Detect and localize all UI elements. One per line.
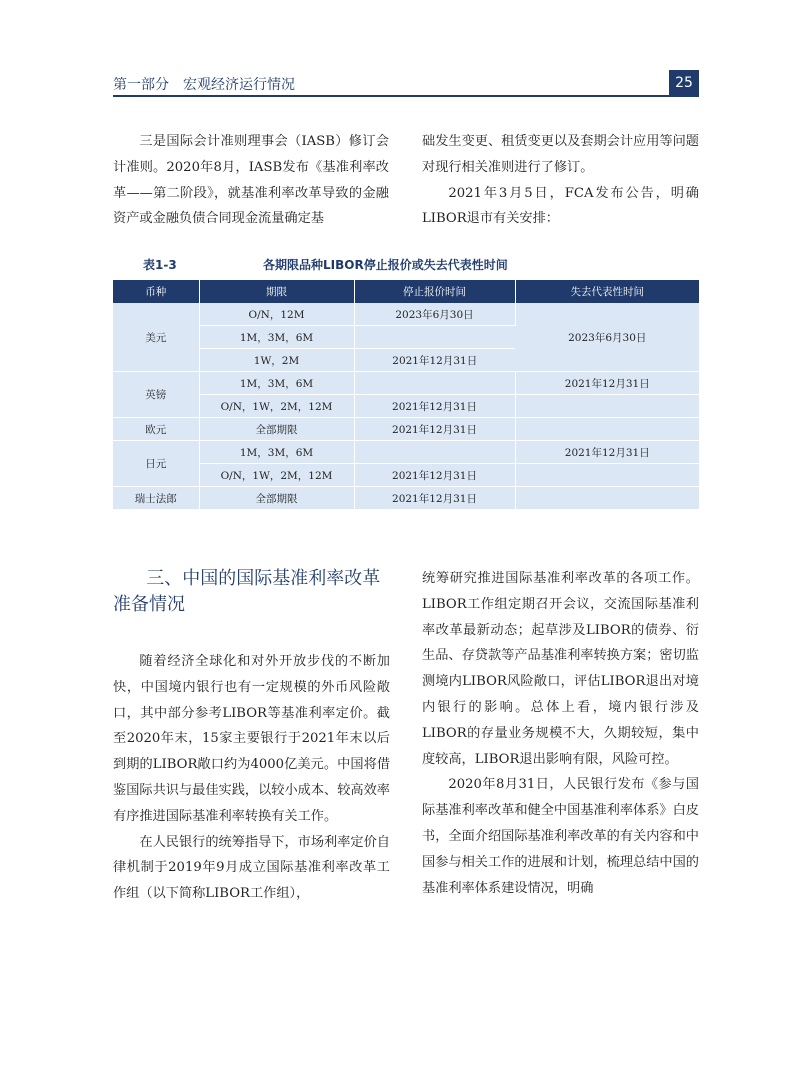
stop-date-cell: 2021年12月31日 (354, 464, 515, 487)
paragraph: 础发生变更、租赁变更以及套期会计应用等问题对现行相关准则进行了修订。 (422, 134, 699, 175)
table-row (113, 303, 699, 326)
term-cell: O/N，1W，2M，12M (199, 464, 354, 487)
term-cell: 1M，3M，6M (199, 326, 354, 349)
header-term: 期限 (199, 280, 354, 303)
page-header (113, 70, 699, 96)
header-currency: 币种 (113, 280, 199, 303)
header-unrepresentative-date: 失去代表性时间 (515, 280, 699, 303)
stop-date-cell: 2023年6月30日 (354, 303, 515, 326)
table-caption (113, 254, 699, 274)
stop-date-cell (354, 372, 515, 395)
term-cell: 1M，3M，6M (199, 372, 354, 395)
table-row (113, 395, 699, 418)
paragraph: 三是国际会计准则理事会（IASB）修订会计准则。2020年8月，IASB发布《基准利率改革——第二阶段》，就基准利率改革导致的金融资产或金融负债合同现金流量确定基 (113, 134, 389, 227)
term-cell: 全部期限 (199, 418, 354, 441)
paragraph: 2020年8月31日，人民银行发布《参与国际基准利率改革和健全中国基准利率体系》白皮书，全面介绍国际基准利率改革的有关内容和中国参与相关工作的进展和计划，梳理总结中国的基准利率体系建设情况，明确 (422, 777, 699, 896)
top-right-column (422, 129, 699, 232)
stop-date-cell: 2021年12月31日 (354, 487, 515, 510)
unrepresentative-date-cell (515, 395, 699, 418)
paragraph: 随着经济全球化和对外开放步伐的不断加快，中国境内银行也有一定规模的外币风险敞口，其中部分参考LIBOR等基准利率定价。截至2020年末，15家主要银行于2021年末以后到期的LIBOR敞口约为4000亿美元。中国将借鉴国际共识与最佳实践，以较小成本、较高效率有序推进国际基准利率转换有关工作。 (113, 654, 390, 824)
table-row (113, 464, 699, 487)
section-heading: 三、中国的国际基准利率改革准备情况 (113, 568, 381, 615)
term-cell: 1W，2M (199, 349, 354, 372)
currency-cell: 日元 (113, 441, 199, 487)
table-row (113, 372, 699, 395)
unrepresentative-date-cell (515, 418, 699, 441)
unrepresentative-date-cell (515, 464, 699, 487)
table-number: 表1-3 (143, 258, 177, 272)
unrepresentative-date-cell: 2021年12月31日 (515, 372, 699, 395)
chapter-title: 第一部分 宏观经济运行情况 (113, 77, 295, 93)
currency-cell: 英镑 (113, 372, 199, 418)
table-row (113, 418, 699, 441)
unrepresentative-date-cell: 2021年12月31日 (515, 441, 699, 464)
stop-date-cell (354, 441, 515, 464)
term-cell: O/N，1W，2M，12M (199, 395, 354, 418)
stop-date-cell: 2021年12月31日 (354, 418, 515, 441)
table-row (113, 441, 699, 464)
unrepresentative-date-cell (515, 487, 699, 510)
stop-date-cell: 2021年12月31日 (354, 349, 515, 372)
term-cell: 1M，3M，6M (199, 441, 354, 464)
currency-cell: 瑞士法郎 (113, 487, 199, 510)
page-number: 25 (669, 70, 699, 97)
term-cell: O/N，12M (199, 303, 354, 326)
top-left-column (113, 129, 389, 232)
table-title: 各期限品种LIBOR停止报价或失去代表性时间 (263, 258, 508, 272)
stop-date-cell (354, 326, 515, 349)
table-row (113, 487, 699, 510)
bottom-left-column (113, 649, 390, 907)
libor-table (113, 280, 699, 510)
table-header-row (113, 280, 699, 303)
header-stop-date: 停止报价时间 (354, 280, 515, 303)
currency-cell: 欧元 (113, 418, 199, 441)
currency-cell: 美元 (113, 303, 199, 372)
header-rule (113, 95, 669, 97)
unrepresentative-date-cell: 2023年6月30日 (515, 303, 699, 372)
bottom-right-column (422, 566, 699, 901)
term-cell: 全部期限 (199, 487, 354, 510)
paragraph: 在人民银行的统筹指导下，市场利率定价自律机制于2019年9月成立国际基准利率改革工作组（以下简称LIBOR工作组）， (113, 834, 390, 902)
stop-date-cell: 2021年12月31日 (354, 395, 515, 418)
paragraph: 2021年3月5日，FCA发布公告，明确LIBOR退市有关安排： (422, 185, 699, 227)
paragraph: 统筹研究推进国际基准利率改革的各项工作。LIBOR工作组定期召开会议，交流国际基准利率改革最新动态；起草涉及LIBOR的债券、衍生品、存贷款等产品基准利率转换方案；密切监测境内LIBOR风险敞口，评估LIBOR退出对境内银行的影响。总体上看，境内银行涉及LIBOR的存量业务规模不大，久期较短，集中度较高，LIBOR退出影响有限，风险可控。 (422, 571, 699, 767)
